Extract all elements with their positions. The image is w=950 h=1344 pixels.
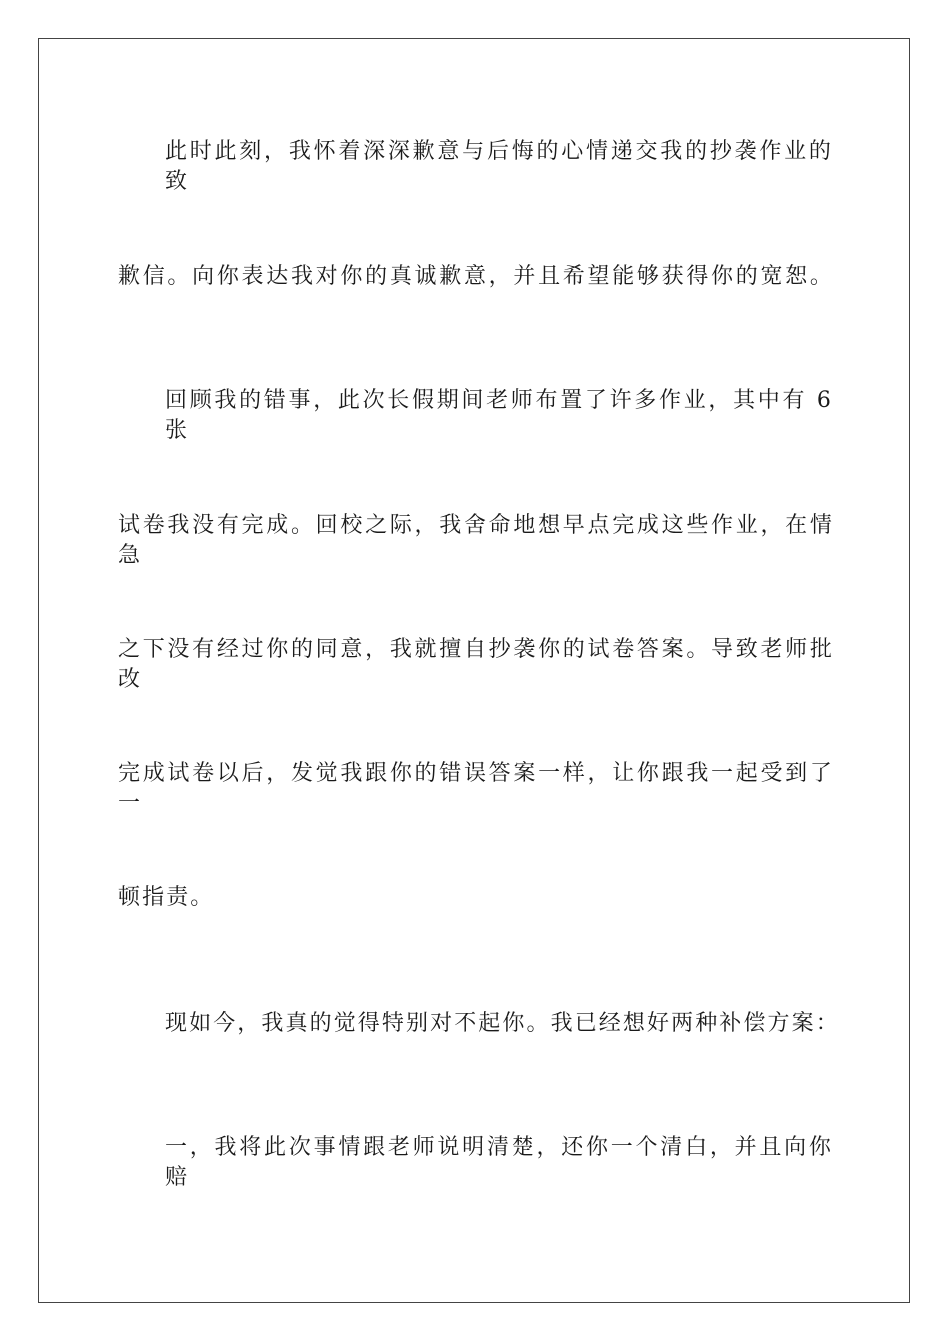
paragraph-2-line-3: 之下没有经过你的同意，我就擅自抄袭你的试卷答案。导致老师批改	[118, 637, 834, 692]
paragraph-2-line-5: 顿指责。	[118, 885, 215, 910]
paragraph-1-line-2: 歉信。向你表达我对你的真诚歉意，并且希望能够获得你的宽恕。	[118, 264, 834, 289]
paragraph-3-line-1: 现如今，我真的觉得特别对不起你。我已经想好两种补偿方案：	[165, 1011, 840, 1036]
paragraph-2-line-1: 回顾我的错事，此次长假期间老师布置了许多作业，其中有 6 张	[165, 388, 833, 443]
paragraph-4-line-1: 一，我将此次事情跟老师说明清楚，还你一个清白，并且向你赔	[165, 1135, 833, 1190]
paragraph-1-line-1: 此时此刻，我怀着深深歉意与后悔的心情递交我的抄袭作业的致	[165, 139, 833, 194]
paragraph-2-line-2: 试卷我没有完成。回校之际，我舍命地想早点完成这些作业，在情急	[118, 513, 834, 568]
paragraph-2-line-4: 完成试卷以后，发觉我跟你的错误答案一样，让你跟我一起受到了一	[118, 761, 834, 816]
